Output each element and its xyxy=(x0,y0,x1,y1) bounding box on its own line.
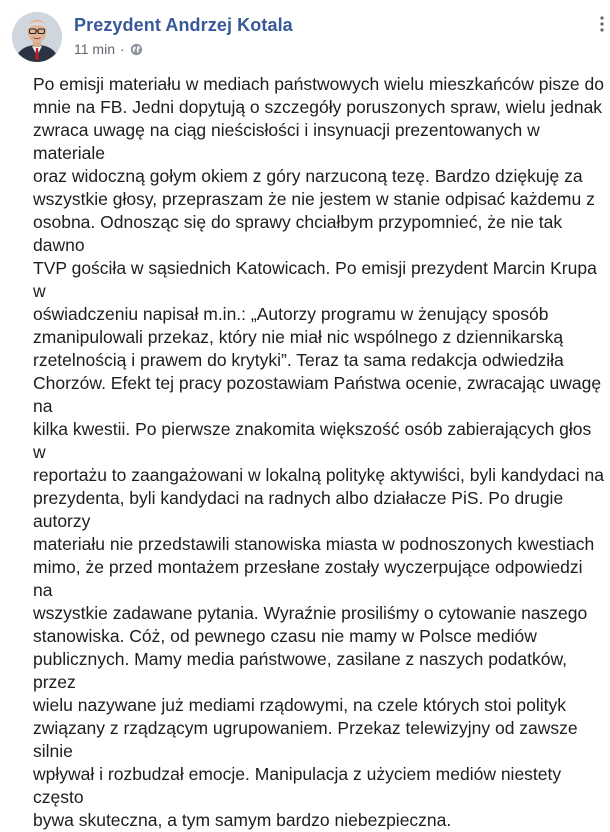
post-text-line: oświadczeniu napisał m.in.: „Autorzy programu w żenujący sposób xyxy=(33,304,549,324)
more-options-icon xyxy=(594,12,610,36)
author-avatar[interactable] xyxy=(12,12,62,62)
post-text-line: wielu nazywane już mediami rządowymi, na czele których stoi polityk xyxy=(33,695,566,715)
separator-dot: · xyxy=(119,41,125,57)
post-text-line: związany z rządzącym ugrupowaniem. Przekaz telewizyjny od zawsze silnie xyxy=(33,718,583,761)
post-header xyxy=(12,12,293,62)
post-text-line: stanowiska. Cóż, od pewnego czasu nie mamy w Polsce mediów xyxy=(33,626,537,646)
post-text-line: oraz widoczną gołym okiem z góry narzuconą tezę. Bardzo dziękuję za xyxy=(33,166,583,186)
post-text-line: reportażu to zaangażowani w lokalną politykę aktywiści, byli kandydaci na xyxy=(33,465,604,485)
post-text-line: wszystkie głosy, przepraszam że nie jestem w stanie odpisać każdemu z xyxy=(33,189,595,209)
post-text-line: bywa skuteczna, a tym samym bardzo niebezpieczna. xyxy=(33,810,452,830)
post-text-line: zmanipulowali przekaz, który nie miał nic wspólnego z dziennikarską xyxy=(33,327,564,347)
post-text-line: TVP gościła w sąsiednich Katowicach. Po emisji prezydent Marcin Krupa w xyxy=(33,258,602,301)
post-timestamp[interactable]: 11 min xyxy=(74,41,115,57)
post-text-line: publicznych. Mamy media państwowe, zasilane z naszych podatków, przez xyxy=(33,649,572,692)
post-text-line: wpływał i rozbudzał emocje. Manipulacja z użyciem mediów niestety często xyxy=(33,764,567,807)
post-text-line: materiału nie przedstawili stanowiska miasta w podnoszonych kwestiach xyxy=(33,534,595,554)
post-text-line: kilka kwestii. Po pierwsze znakomita większość osób zabierających głos w xyxy=(33,419,597,462)
post-text-line: zwraca uwagę na ciąg nieścisłości i insynuacji prezentowanych w materiale xyxy=(33,120,545,163)
post-text-line: prezydenta, byli kandydaci na radnych albo działacze PiS. Po drugie autorzy xyxy=(33,488,569,531)
avatar-photo-icon xyxy=(12,12,62,62)
post-text-line: osobna. Odnosząc się do sprawy chciałbym przypomnieć, że nie tak dawno xyxy=(33,212,568,255)
post-text-line: wszystkie zadawane pytania. Wyraźnie prosiliśmy o cytowanie naszego xyxy=(33,603,588,623)
post-meta xyxy=(74,12,293,57)
post-text-line: mimo, że przed montażem przesłane zostały wyczerpujące odpowiedzi na xyxy=(33,557,588,600)
author-name-link[interactable]: Prezydent Andrzej Kotala xyxy=(74,15,293,35)
more-options-button[interactable] xyxy=(594,12,610,36)
post-text-line: mnie na FB. Jedni dopytują o szczegóły poruszonych spraw, wielu jednak xyxy=(33,97,603,117)
globe-icon[interactable] xyxy=(130,43,143,56)
post-body-text xyxy=(33,73,605,832)
post-text-line: Po emisji materiału w mediach państwowych wielu mieszkańców pisze do xyxy=(33,74,604,94)
post-subline xyxy=(74,41,293,57)
post-text-line: Chorzów. Efekt tej pracy pozostawiam Państwa ocenie, zwracając uwagę na xyxy=(33,373,606,416)
post-text-line: rzetelnością i prawem do krytyki”. Teraz ta sama redakcja odwiedziła xyxy=(33,350,564,370)
